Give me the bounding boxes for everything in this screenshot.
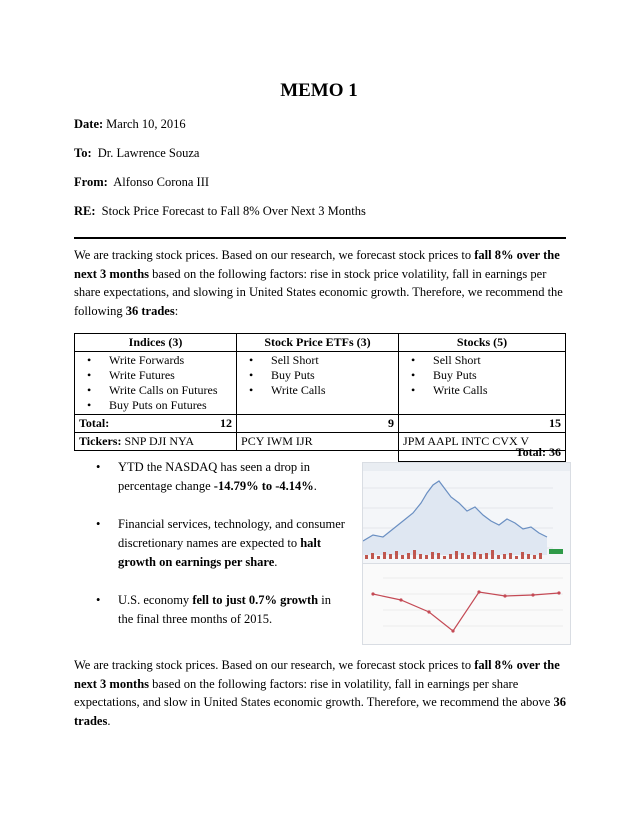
total-label: Total: — [79, 416, 110, 430]
nasdaq-price-area — [363, 481, 547, 555]
volume-bar — [455, 551, 458, 559]
volume-bar — [407, 553, 410, 559]
gdp-chart-graphic — [363, 564, 570, 644]
volume-bar — [437, 553, 440, 559]
bullet-economy-text: U.S. economy — [118, 593, 193, 607]
volume-bar — [521, 552, 524, 559]
gdp-growth-line — [373, 592, 559, 631]
closing-text-1: We are tracking stock prices. Based on our research, we forecast stock prices to — [74, 658, 475, 672]
volume-bar — [383, 552, 386, 559]
total-indices-cell — [75, 415, 237, 433]
stocks-cell — [399, 352, 566, 415]
to-label: To: — [74, 146, 92, 160]
volume-bar — [449, 554, 452, 559]
bullet-nasdaq — [96, 458, 346, 496]
tickers-indices-cell — [75, 433, 237, 451]
volume-bar — [425, 555, 428, 559]
volume-bar — [401, 555, 404, 559]
header-indices: Indices (3) — [75, 334, 237, 352]
volume-bar — [413, 550, 416, 559]
tickers-indices: SNP DJI NYA — [124, 434, 195, 448]
nasdaq-chart-graphic — [363, 463, 570, 563]
closing-paragraph — [74, 656, 566, 730]
tickers-etfs: PCY IWM IJR — [237, 433, 399, 451]
grand-total: Total: 36 — [398, 444, 566, 462]
volume-bar — [509, 553, 512, 559]
volume-bar — [431, 552, 434, 559]
table-row-actions — [75, 352, 566, 415]
volume-bar — [533, 555, 536, 559]
volume-bar — [395, 551, 398, 559]
gdp-chart-image — [362, 563, 571, 645]
bullet-nasdaq-end: . — [313, 479, 317, 493]
bullet-nasdaq-bold: -14.79% to -4.14% — [213, 479, 314, 493]
key-points — [96, 458, 346, 648]
bullet-earnings-end: . — [274, 555, 278, 569]
list-item: • Write Calls — [271, 383, 394, 398]
trades-table — [74, 333, 566, 451]
volume-bar — [467, 555, 470, 559]
volume-bar — [377, 556, 380, 559]
date-line — [74, 117, 186, 132]
bullet-earnings-text: Financial services, technology, and consumer discretionary names are expected to — [118, 517, 345, 550]
bullet-earnings-bold: halt growth on earnings per share — [118, 536, 322, 569]
closing-text-2: based on the following factors: rise in volatility, fall in earnings per share expectations, and slow in United States economic growth. Therefore, we recommend the above — [74, 676, 554, 709]
bullet-economy — [96, 591, 346, 629]
re-label: RE: — [74, 204, 96, 218]
table-row-totals — [75, 415, 566, 433]
list-item: • Write Forwards — [109, 353, 232, 368]
bullet-economy-bold: fell to just 0.7% growth — [192, 593, 319, 607]
total-stocks-value: 15 — [399, 415, 566, 433]
bullet-earnings — [96, 515, 346, 572]
header-divider — [74, 237, 566, 239]
list-item: • Sell Short — [271, 353, 394, 368]
volume-bar — [371, 553, 374, 559]
from-value: Alfonso Corona III — [113, 175, 210, 189]
volume-bar — [491, 550, 494, 559]
volume-bar — [419, 554, 422, 559]
volume-bar — [515, 556, 518, 559]
nasdaq-chart-image — [362, 462, 571, 564]
date-label: Date: — [74, 117, 104, 131]
indices-cell — [75, 352, 237, 415]
list-item: • Buy Puts — [433, 368, 561, 383]
closing-text-3: . — [107, 713, 111, 728]
intro-bold-1: fall 8% over the next 3 months — [74, 248, 560, 281]
volume-bar — [473, 552, 476, 559]
closing-bold-1: fall 8% over the next 3 months — [74, 658, 560, 691]
to-line — [74, 146, 199, 161]
list-item: • Sell Short — [433, 353, 561, 368]
price-tag-marker — [549, 549, 563, 554]
bullet-economy-end: in the final three months of 2015. — [118, 593, 331, 626]
list-item: • Write Calls — [433, 383, 561, 398]
intro-bold-2: 36 trades — [125, 303, 175, 318]
volume-bar — [389, 554, 392, 559]
memo-title: MEMO 1 — [280, 80, 358, 101]
volume-bar — [485, 553, 488, 559]
total-indices-value: 12 — [220, 416, 233, 430]
volume-bar — [461, 553, 464, 559]
re-line — [74, 204, 366, 219]
tickers-label: Tickers: — [79, 434, 122, 448]
intro-paragraph — [74, 246, 566, 320]
list-item: • Write Futures — [109, 368, 232, 383]
intro-text-2: based on the following factors: rise in stock price volatility, fall in earnings per share expectations, and slowing in United States economic growth. Therefore, we recommend the following — [74, 266, 563, 318]
tickers-stocks: JPM AAPL INTC CVX V — [399, 433, 566, 451]
closing-bold-2: 36 trades — [74, 695, 566, 728]
header-etfs: Stock Price ETFs (3) — [237, 334, 399, 352]
table-header-row — [75, 334, 566, 352]
intro-text-1: We are tracking stock prices. Based on our research, we forecast stock prices to — [74, 248, 475, 262]
date-value: March 10, 2016 — [106, 117, 186, 131]
total-etfs-value: 9 — [237, 415, 399, 433]
list-item: • Write Calls on Futures — [109, 383, 232, 398]
volume-bar — [527, 554, 530, 559]
re-value: Stock Price Forecast to Fall 8% Over Next 3 Months — [101, 204, 366, 218]
header-stocks: Stocks (5) — [399, 334, 566, 352]
volume-bar — [365, 555, 368, 559]
to-value: Dr. Lawrence Souza — [97, 146, 200, 160]
volume-bar — [443, 556, 446, 559]
volume-bar — [479, 554, 482, 559]
list-item: • Buy Puts — [271, 368, 394, 383]
volume-bar — [503, 554, 506, 559]
volume-bar — [497, 555, 500, 559]
from-label: From: — [74, 175, 108, 189]
list-item: • Buy Puts on Futures — [109, 398, 232, 413]
from-line — [74, 175, 209, 190]
intro-text-3: : — [174, 303, 179, 318]
etfs-cell — [237, 352, 399, 415]
volume-bar — [539, 553, 542, 559]
bullet-nasdaq-text: YTD the NASDAQ has seen a drop in percentage change — [118, 460, 310, 493]
